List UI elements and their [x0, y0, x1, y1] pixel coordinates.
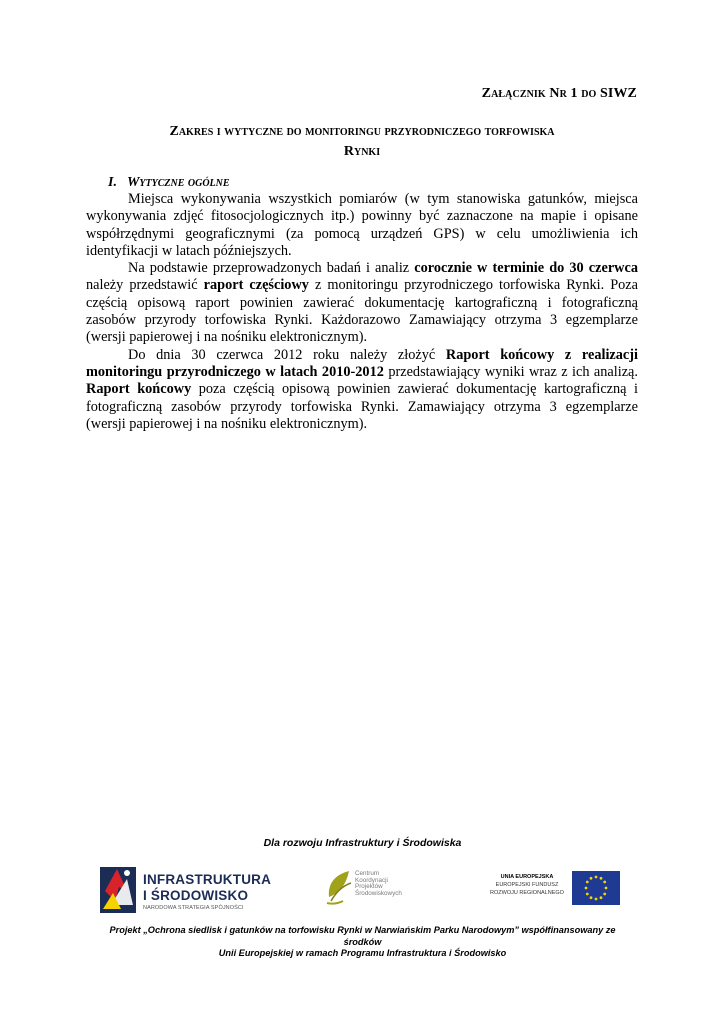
- infrastruktura-emblem-icon: [97, 861, 141, 915]
- eu-logo: [486, 870, 620, 906]
- title-line-2: Rynki: [343, 144, 381, 159]
- eu-flag-icon: [572, 871, 620, 905]
- paragraph-1-text: Miejsca wykonywania wszystkich pomiarów (w tym stanowiska gatunków, miejsca wykonywania zdjęć fitosocjologicznych itp.) powinny być zaznaczone na mapie i opisane współrzędnymi geograficznymi (za pomocą urządzeń GPS) w celu umożliwienia ich identyfikacji w latach późniejszych.: [86, 191, 638, 259]
- document-title: [86, 122, 638, 162]
- logo-ue-line-1: UNIA EUROPEJSKA: [500, 874, 554, 880]
- p2-text-c: należy przedstawić: [86, 277, 204, 294]
- ckps-leaf-icon: [325, 867, 355, 907]
- section-title: Wytyczne ogólne: [126, 175, 230, 190]
- logo-ue-text: [486, 873, 568, 898]
- paragraph-2: [86, 260, 638, 346]
- p2-text-e: z monitoringu przyrodniczego torfowiska Rynki. Poza częścią opisową raport powinien zawierać dokumentację kartograficzną i fotograficzną zasobów przyrody torfowiska Rynki. Każdorazowo Zamawiający otrzyma 3 egzemplarze (wersji papierowej i na nośniku elektronicznym).: [86, 277, 638, 346]
- paragraph-1: [86, 191, 638, 260]
- p3-final-report-title: Raport końcowy z realizacji monitoringu przyrodniczego w latach 2010-2012: [86, 346, 638, 380]
- paragraph-3: [86, 347, 638, 433]
- logo-ck-line-1: Centrum: [355, 870, 380, 877]
- project-line-3: Unii Europejskiej w ramach Programu Infrastruktura i Środowisko: [218, 948, 507, 958]
- logo-is-line-3: NARODOWA STRATEGIA SPÓJNOŚCI: [143, 905, 244, 911]
- section-number: I.: [108, 175, 117, 190]
- project-line-2: środków: [343, 936, 382, 947]
- section-heading: [108, 175, 230, 191]
- p3-text-c: przedstawiający wyniki wraz z ich analizą.: [383, 363, 638, 380]
- ckps-logo: [325, 865, 435, 910]
- p2-text-a: Na podstawie przeprowadzonych badań i analiz: [128, 260, 415, 277]
- logo-ck-line-3: Projektów: [355, 883, 383, 891]
- logo-ck-line-4: Środowiskowych: [355, 889, 402, 897]
- logo-is-line-1: INFRASTRUKTURA: [143, 872, 272, 887]
- p3-text-a: Do dnia 30 czerwca 2012 roku należy złożyć: [128, 346, 446, 363]
- project-line-1: Projekt „Ochrona siedlisk i gatunków na torfowisku Rynki w Narwiańskim Parku Narodowym” współfinansowany ze: [109, 925, 616, 935]
- footer-project-info: [80, 925, 645, 960]
- section-body: [86, 191, 638, 433]
- logo-ue-line-2: EUROPEJSKI FUNDUSZ: [495, 882, 559, 889]
- logo-ck-text: [355, 871, 433, 897]
- logo-ck-line-2: Koordynacji: [355, 876, 388, 884]
- logo-ue-line-3: ROZWOJU REGIONALNEGO: [490, 890, 564, 897]
- p3-text-e: poza częścią opisową powinien zawierać dokumentację kartograficzną i fotograficzną zasobów przyrody torfowiska Rynki. Zamawiający otrzyma 3 egzemplarze (wersji papierowej i na nośniku elektronicznym).: [86, 381, 638, 432]
- logo-is-line-2: I ŚRODOWISKO: [143, 888, 249, 903]
- title-line-1: Zakres i wytyczne do monitoringu przyrodniczego torfowiska: [169, 124, 555, 139]
- annex-label: Załącznik Nr 1 do SIWZ: [481, 86, 637, 101]
- p2-partial-report: raport częściowy: [203, 277, 309, 294]
- p2-deadline: corocznie w terminie do 30 czerwca: [414, 260, 638, 277]
- infrastruktura-logo: [97, 861, 272, 915]
- footer-logos: [0, 855, 725, 920]
- p3-final-report: Raport końcowy: [86, 381, 192, 398]
- footer-slogan: Dla rozwoju Infrastruktury i Środowiska: [263, 837, 462, 849]
